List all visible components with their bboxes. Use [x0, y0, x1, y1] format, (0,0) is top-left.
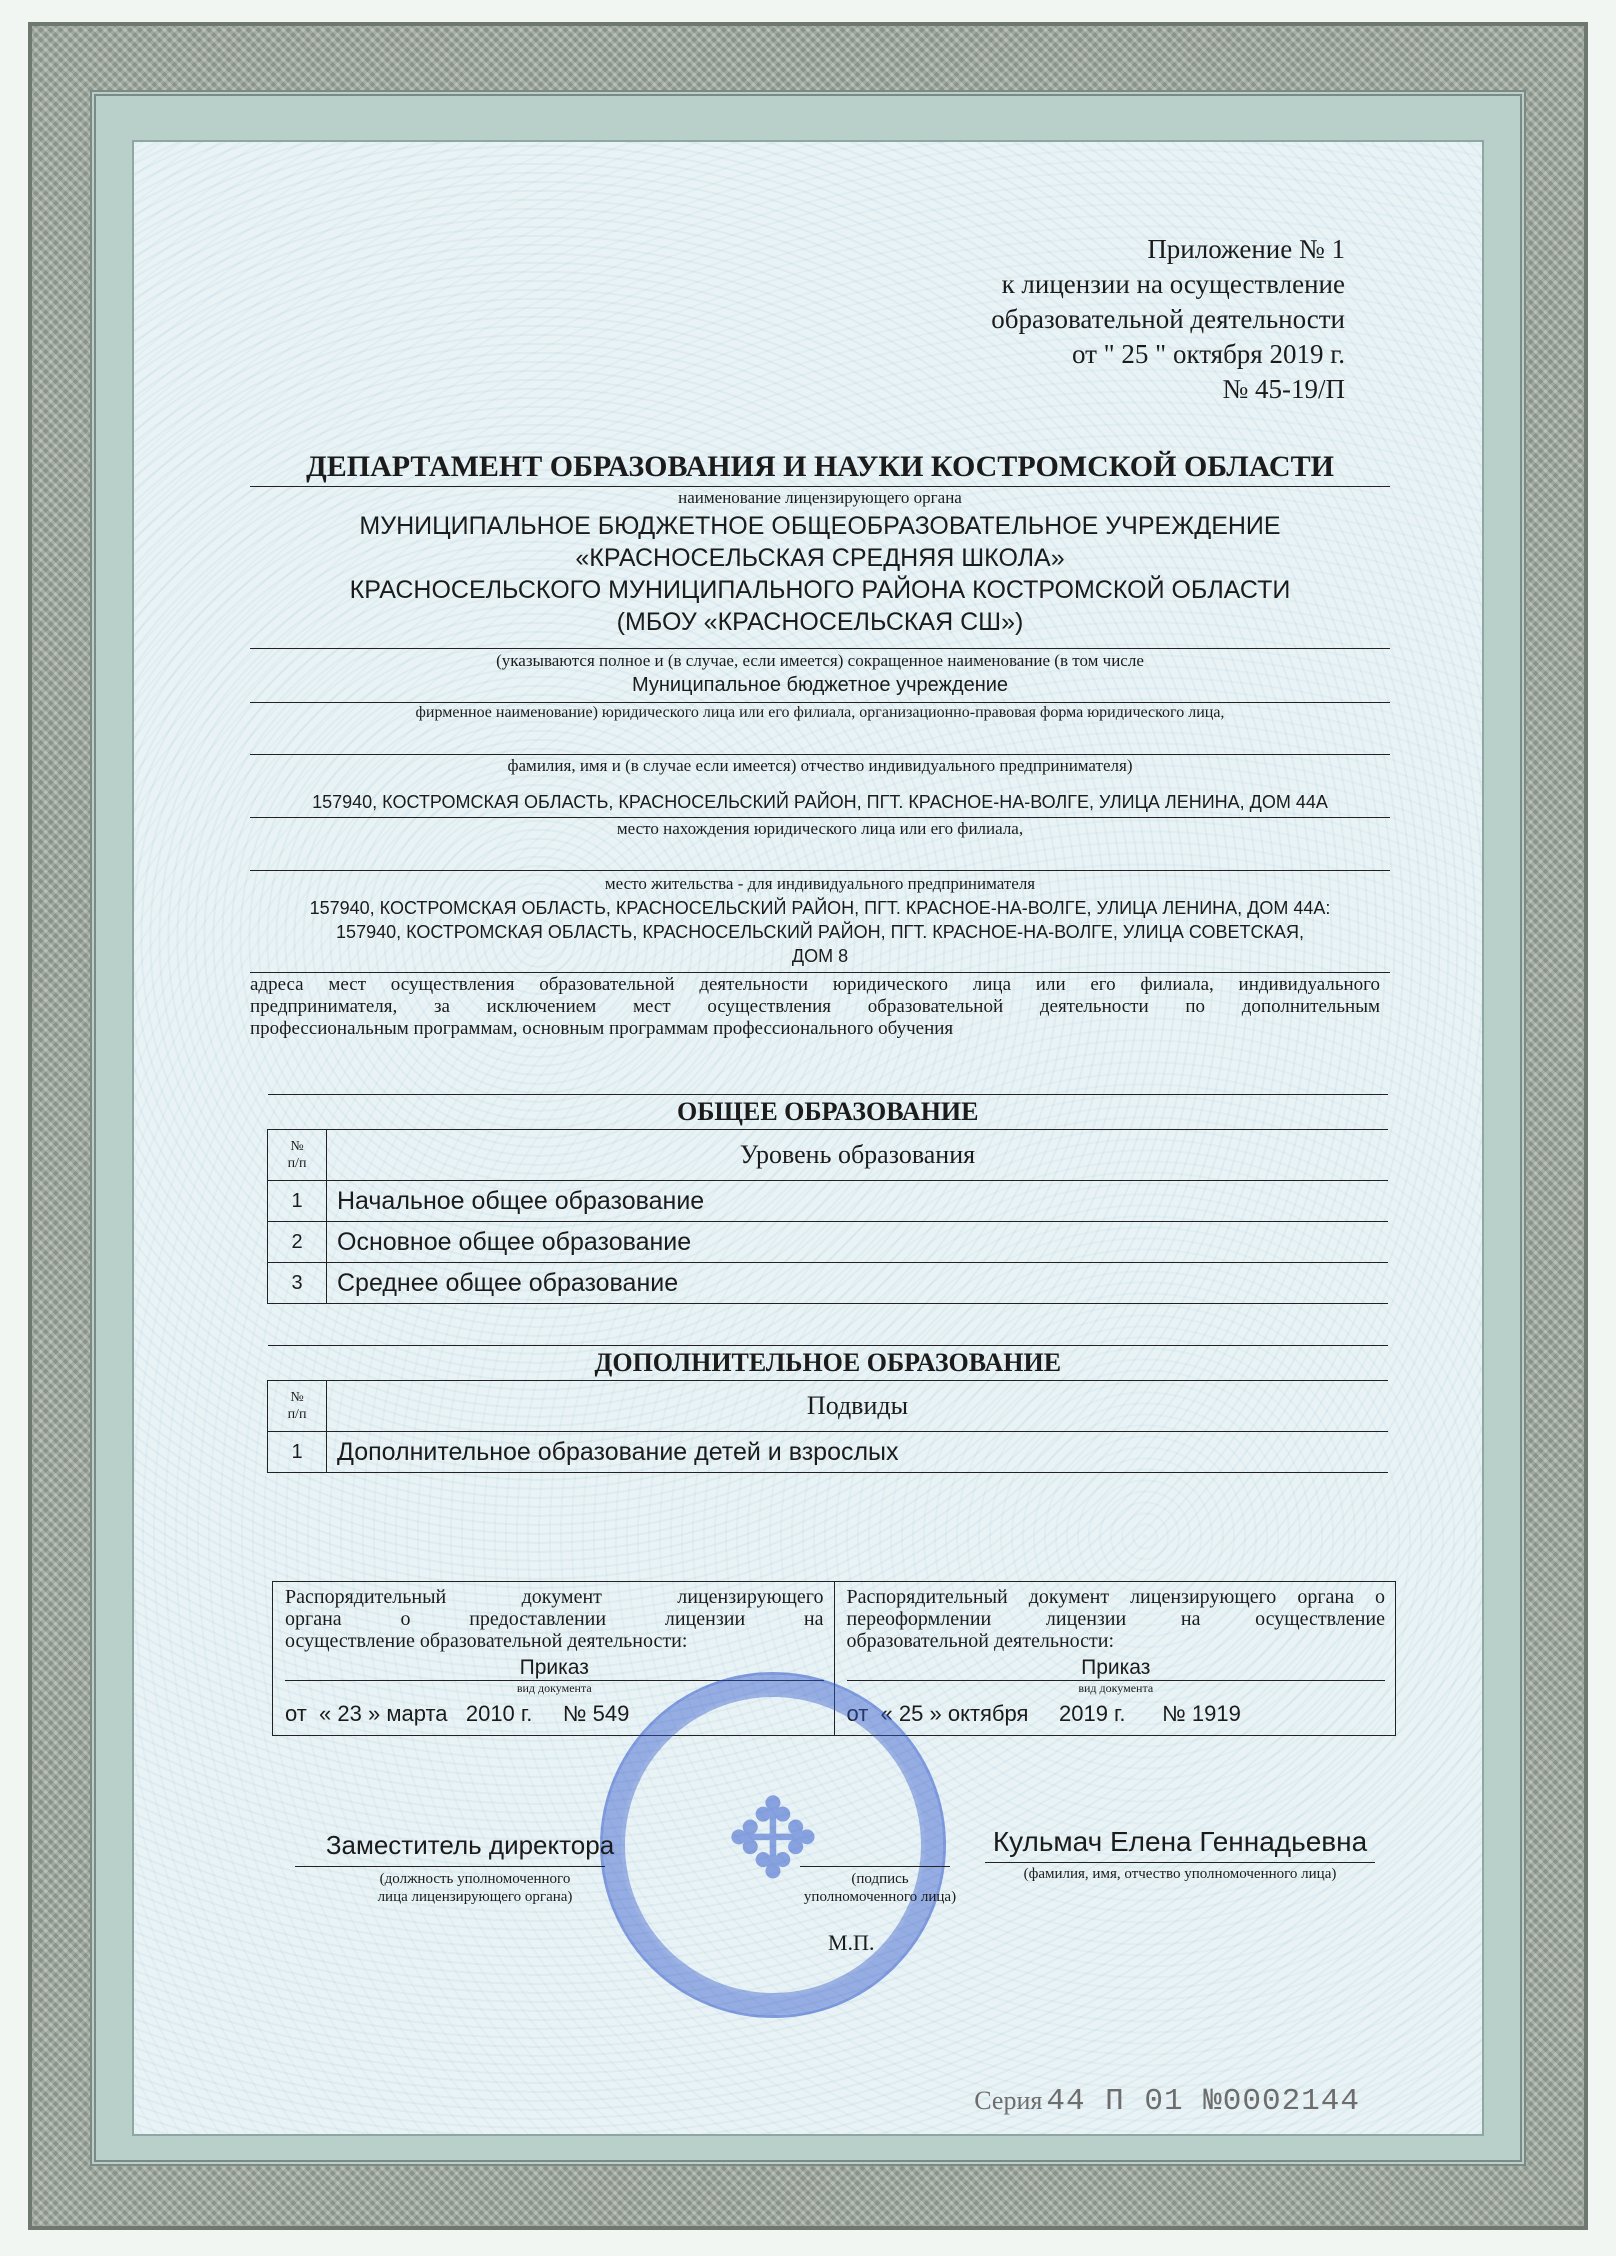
level-column-header: Уровень образования — [327, 1130, 1389, 1181]
additional-education-title: ДОПОЛНИТЕЛЬНОЕ ОБРАЗОВАНИЕ — [268, 1346, 1389, 1381]
appendix-activity: образовательной деятельности — [991, 304, 1345, 334]
general-education-table — [267, 1094, 1388, 1304]
doc-left-date: от « 23 » марта 2010 г. № 549 — [285, 1701, 630, 1726]
activity-address-3: ДОМ 8 — [791, 946, 849, 966]
subtype-column-header: Подвиды — [327, 1381, 1389, 1432]
appendix-header — [800, 232, 1345, 407]
coat-of-arms-icon: ✥ — [726, 1779, 820, 1901]
position-caption-1: (должность уполномоченного — [379, 1871, 571, 1887]
position-caption-2: лица лицензирующего органа) — [377, 1889, 573, 1905]
num-header — [268, 1130, 327, 1181]
num-header — [268, 1381, 327, 1432]
doc-right-line-3: образовательной деятельности: — [846, 1630, 1115, 1652]
signature-caption-2: уполномоченного лица) — [803, 1889, 957, 1905]
series-label: Серия — [974, 2086, 1043, 2115]
num-header-symbol: № — [290, 1139, 304, 1154]
table-row — [268, 1263, 1389, 1304]
doc-right-line-1: Распорядительный документ лицензирующего органа о — [846, 1586, 1385, 1608]
doc-left-line-3: осуществление образовательной деятельности: — [285, 1630, 688, 1652]
signer-name: Кульмач Елена Геннадьевна — [992, 1826, 1368, 1857]
num-header-abbr: п/п — [287, 1156, 307, 1171]
activity-caption-1: адреса мест осуществления образовательной деятельности юридического лица или его филиала, индивидуального — [250, 974, 1380, 995]
doc-left-type-caption: вид документа — [516, 1681, 592, 1695]
activity-caption-2: предпринимателя, за исключением мест осуществления образовательной деятельности по дополнительным — [250, 996, 1380, 1017]
additional-education-table — [267, 1345, 1388, 1473]
row-number: 2 — [268, 1222, 327, 1263]
row-text: Среднее общее образование — [327, 1263, 1389, 1304]
doc-left-line-2: органа о предоставлении лицензии на — [285, 1608, 824, 1630]
series-number: 44 П 01 №0002144 — [1046, 2084, 1360, 2119]
row-number: 1 — [268, 1432, 327, 1473]
location-caption-1: место нахождения юридического лица или его филиала, — [616, 819, 1024, 838]
activity-caption-3: профессиональным программам, основным программам профессионального обучения — [250, 1018, 954, 1039]
licensee-line-1: МУНИЦИПАЛЬНОЕ БЮДЖЕТНОЕ ОБЩЕОБРАЗОВАТЕЛЬНОЕ УЧРЕЖДЕНИЕ — [359, 512, 1281, 540]
doc-left-type: Приказ — [285, 1656, 824, 1681]
row-text: Дополнительное образование детей и взрослых — [327, 1432, 1389, 1473]
signature-caption — [800, 1870, 960, 1906]
licensee-name — [250, 510, 1390, 638]
row-number: 3 — [268, 1263, 327, 1304]
licensing-authority: ДЕПАРТАМЕНТ ОБРАЗОВАНИЯ И НАУКИ КОСТРОМСКОЙ ОБЛАСТИ — [306, 450, 1334, 483]
num-header-symbol: № — [290, 1390, 304, 1405]
authority-caption: наименование лицензирующего органа — [678, 488, 962, 507]
appendix-date: от " 25 " октября 2019 г. — [1071, 339, 1345, 369]
official-seal — [600, 1672, 946, 2018]
licensee-caption-3: фамилия, имя и (в случае если имеется) отчество индивидуального предпринимателя) — [507, 756, 1133, 775]
doc-left-line-1: Распорядительный документ лицензирующего — [285, 1586, 824, 1608]
reissue-document — [834, 1582, 1396, 1736]
table-row — [268, 1181, 1389, 1222]
doc-right-line-2: переоформлении лицензии на осуществление — [846, 1608, 1385, 1630]
signature-caption-1: (подпись — [851, 1871, 909, 1887]
signer-position: Заместитель директора — [325, 1830, 615, 1860]
appendix-number: Приложение № 1 — [1147, 234, 1345, 264]
stamp-place-label: М.П. — [828, 1930, 875, 1955]
appendix-license-ref: к лицензии на осуществление — [1001, 269, 1345, 299]
appendix-reg-number: № 45-19/П — [1222, 374, 1345, 404]
doc-right-type-caption: вид документа — [1078, 1681, 1154, 1695]
activity-addresses — [250, 896, 1390, 968]
table-row — [268, 1222, 1389, 1263]
table-row — [268, 1432, 1389, 1473]
licensee-line-3: КРАСНОСЕЛЬСКОГО МУНИЦИПАЛЬНОГО РАЙОНА КОСТРОМСКОЙ ОБЛАСТИ — [349, 576, 1291, 604]
activity-caption — [250, 974, 1380, 1040]
licensee-line-4: (МБОУ «КРАСНОСЕЛЬСКАЯ СШ») — [616, 608, 1024, 636]
name-caption: (фамилия, имя, отчество уполномоченного лица) — [1023, 1866, 1337, 1882]
form-series — [930, 2084, 1360, 2119]
licensee-caption-1: (указываются полное и (в случае, если имеется) сокращенное наименование (в том числе — [496, 651, 1144, 670]
location-caption-2: место жительства - для индивидуального предпринимателя — [604, 874, 1036, 893]
row-text: Начальное общее образование — [327, 1181, 1389, 1222]
num-header-abbr: п/п — [287, 1407, 307, 1422]
doc-right-date: от « 25 » октября 2019 г. № 1919 — [846, 1701, 1241, 1726]
legal-address: 157940, КОСТРОМСКАЯ ОБЛАСТЬ, КРАСНОСЕЛЬСКИЙ РАЙОН, ПГТ. КРАСНОЕ-НА-ВОЛГЕ, УЛИЦА ЛЕНИНА, ДОМ 44А — [312, 792, 1328, 812]
licensee-caption-2: фирменное наименование) юридического лица или его филиала, организационно-правовая форма юридического лица, — [415, 704, 1225, 721]
licensee-line-2: «КРАСНОСЕЛЬСКАЯ СРЕДНЯЯ ШКОЛА» — [575, 544, 1065, 572]
row-number: 1 — [268, 1181, 327, 1222]
row-text: Основное общее образование — [327, 1222, 1389, 1263]
legal-form: Муниципальное бюджетное учреждение — [631, 674, 1009, 696]
activity-address-1: 157940, КОСТРОМСКАЯ ОБЛАСТЬ, КРАСНОСЕЛЬСКИЙ РАЙОН, ПГТ. КРАСНОЕ-НА-ВОЛГЕ, УЛИЦА ЛЕНИНА, ДОМ 44А: — [309, 898, 1331, 918]
activity-address-2: 157940, КОСТРОМСКАЯ ОБЛАСТЬ, КРАСНОСЕЛЬСКИЙ РАЙОН, ПГТ. КРАСНОЕ-НА-ВОЛГЕ, УЛИЦА СОВЕТСКАЯ, — [336, 922, 1304, 942]
position-caption — [345, 1870, 605, 1906]
doc-right-type: Приказ — [847, 1656, 1386, 1681]
general-education-title: ОБЩЕЕ ОБРАЗОВАНИЕ — [268, 1095, 1389, 1130]
